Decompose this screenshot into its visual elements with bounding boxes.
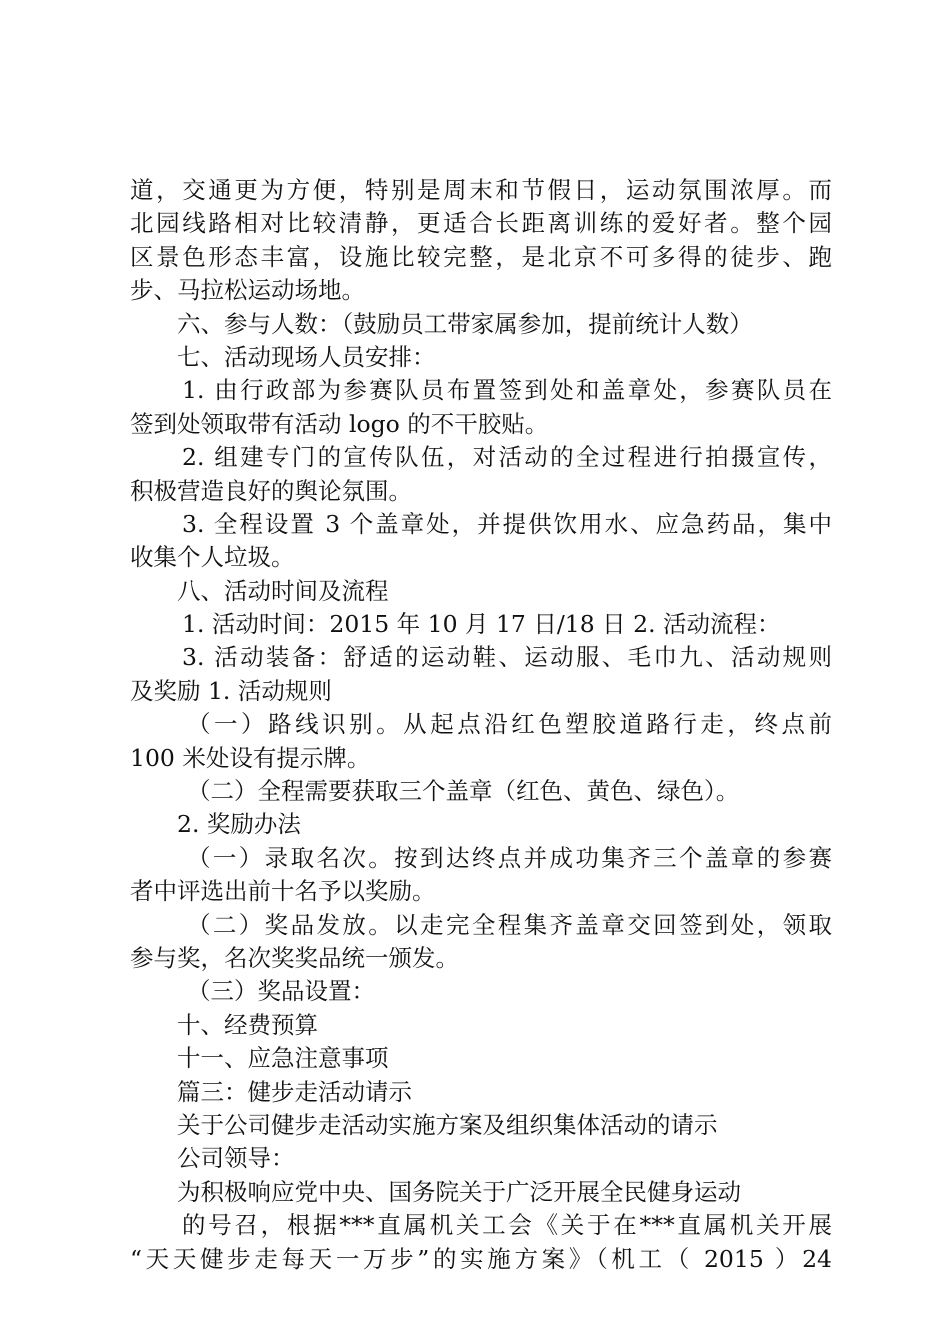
document-title: 关于公司健步走活动实施方案及组织集体活动的请示 xyxy=(177,1110,718,1139)
text-line: “天天健步走每天一万步”的实施方案》（机工（ 2015 ）24 xyxy=(130,1244,832,1273)
text-line: 及奖励 1. 活动规则 xyxy=(130,676,332,705)
text-line: （二）全程需要获取三个盖章（红色、黄色、绿色）。 xyxy=(187,777,740,806)
section-heading: 七、活动现场人员安排： xyxy=(177,342,436,371)
section-heading: 2. 奖励办法 xyxy=(177,810,301,839)
section-heading: 十、经费预算 xyxy=(177,1010,318,1039)
text-line: 3. 全程设置 3 个盖章处，并提供饮用水、应急药品，集中 xyxy=(182,509,832,538)
text-line: 收集个人垃圾。 xyxy=(130,543,295,572)
document-body xyxy=(130,174,832,1276)
text-line: 签到处领取带有活动 logo 的不干胶贴。 xyxy=(130,409,549,438)
text-line: 1. 由行政部为参赛队员布置签到处和盖章处，参赛队员在 xyxy=(182,376,832,405)
text-line: 3. 活动装备：舒适的运动鞋、运动服、毛巾九、活动规则 xyxy=(182,643,832,672)
section-heading: 八、活动时间及流程 xyxy=(177,576,389,605)
text-line: 区景色形态丰富，设施比较完整，是北京不可多得的徒步、跑 xyxy=(130,242,832,271)
text-line: 100 米处设有提示牌。 xyxy=(130,743,371,772)
text-line: 北园线路相对比较清静，更适合长距离训练的爱好者。整个园 xyxy=(130,209,832,238)
text-line: （二）奖品发放。以走完全程集齐盖章交回签到处，领取 xyxy=(187,910,832,939)
text-line: 积极营造良好的舆论氛围。 xyxy=(130,476,412,505)
text-line: 者中评选出前十名予以奖励。 xyxy=(130,877,436,906)
text-line: 道，交通更为方便，特别是周末和节假日，运动氛围浓厚。而 xyxy=(130,176,832,204)
text-line: 的号召，根据***直属机关工会《关于在***直属机关开展 xyxy=(182,1211,832,1240)
text-line: （三）奖品设置： xyxy=(187,977,375,1006)
section-heading: 十一、应急注意事项 xyxy=(177,1044,389,1073)
section-heading: 六、参与人数：（鼓励员工带家属参加，提前统计人数） xyxy=(177,309,753,338)
text-line: 步、马拉松运动场地。 xyxy=(130,276,365,305)
text-line: 为积极响应党中央、国务院关于广泛开展全民健身运动 xyxy=(177,1177,741,1206)
text-line: （一）路线识别。从起点沿红色塑胶道路行走，终点前 xyxy=(187,710,832,739)
text-line: 参与奖，名次奖奖品统一颁发。 xyxy=(130,943,459,972)
text-line: （一）录取名次。按到达终点并成功集齐三个盖章的参赛 xyxy=(187,843,832,872)
section-heading: 篇三：健步走活动请示 xyxy=(177,1077,412,1106)
text-line: 2. 组建专门的宣传队伍，对活动的全过程进行拍摄宣传， xyxy=(182,443,832,472)
text-line: 1. 活动时间：2015 年 10 月 17 日/18 日 2. 活动流程： xyxy=(182,610,781,639)
salutation: 公司领导： xyxy=(177,1144,295,1173)
